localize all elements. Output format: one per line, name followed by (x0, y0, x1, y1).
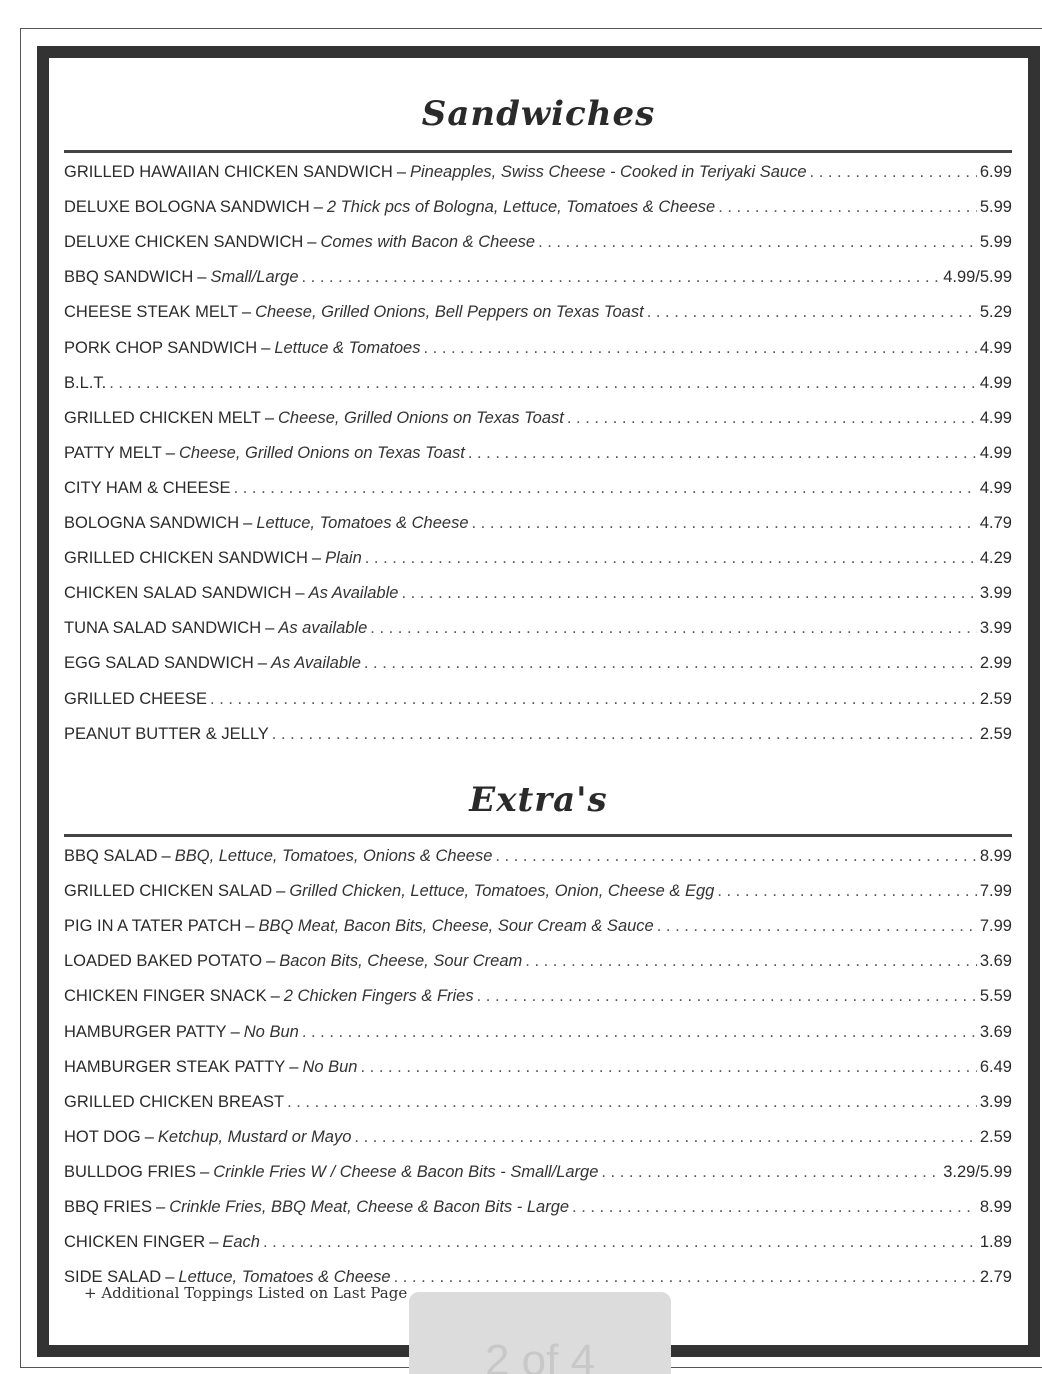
menu-item (64, 191, 1012, 217)
menu-item-description: BBQ, Lettuce, Tomatoes, Onions & Cheese (174, 847, 493, 865)
menu-item-price: 3.99 (979, 1092, 1012, 1111)
menu-item-dash: – (144, 1127, 154, 1146)
menu-item-dash: – (264, 408, 275, 427)
menu-item-price: 4.99 (979, 443, 1012, 462)
dot-leader (601, 1162, 940, 1182)
menu-item-dash: – (156, 1198, 166, 1216)
menu-item-dash: – (165, 443, 175, 462)
dot-leader (210, 689, 977, 709)
dot-leader (234, 478, 977, 498)
dot-leader (810, 162, 977, 182)
menu-item (64, 296, 1012, 322)
dot-leader (647, 302, 977, 322)
dot-leader (287, 1092, 977, 1112)
menu-item-price: 7.99 (979, 917, 1012, 936)
menu-item (64, 1016, 1012, 1042)
dot-leader (263, 1232, 977, 1252)
menu-item (64, 156, 1012, 182)
menu-item (64, 612, 1012, 638)
dot-leader (717, 881, 977, 901)
menu-item-name: BBQ SANDWICH (64, 268, 194, 287)
menu-item-price: 4.99 (979, 478, 1012, 497)
menu-item-description: Cheese, Grilled Onions on Texas Toast (178, 443, 465, 462)
menu-item-description: As Available (270, 654, 361, 673)
menu-item-name: PORK CHOP SANDWICH (64, 338, 258, 357)
menu-item-name: BBQ FRIES (64, 1198, 153, 1216)
menu-item-name: BOLOGNA SANDWICH (64, 514, 240, 532)
menu-item (64, 718, 1012, 744)
menu-item (64, 1191, 1012, 1217)
menu-item-description: No Bun (302, 1057, 358, 1076)
menu-item-price: 4.99 (979, 408, 1012, 427)
menu-item-price: 2.59 (979, 724, 1012, 743)
menu-item-price: 5.59 (979, 987, 1012, 1006)
menu-item-name: PEANUT BUTTER & JELLY (64, 724, 269, 743)
menu-item-price: 4.99 (979, 338, 1012, 357)
menu-item-description: Comes with Bacon & Cheese (320, 233, 536, 252)
menu-item-price: 2.79 (979, 1268, 1012, 1287)
menu-item-price: 4.99/5.99 (943, 268, 1012, 287)
menu-item-dash: – (311, 549, 322, 568)
menu-item-dash: – (265, 619, 275, 638)
menu-item-name: CHICKEN FINGER SNACK (64, 987, 267, 1006)
dot-leader (525, 951, 977, 971)
menu-item-name: GRILLED HAWAIIAN CHICKEN SANDWICH (64, 163, 393, 181)
menu-item-description: BBQ Meat, Bacon Bits, Cheese, Sour Cream & Sauce (258, 917, 654, 936)
menu-item-description: Small/Large (210, 268, 299, 287)
menu-item-name: GRILLED CHICKEN SANDWICH (64, 549, 308, 568)
menu-item-description: 2 Thick pcs of Bologna, Lettuce, Tomatoes & Cheese (326, 198, 716, 217)
menu-item (64, 577, 1012, 603)
menu-item (64, 875, 1012, 901)
menu-item (64, 261, 1012, 287)
menu-item-description: Lettuce, Tomatoes & Cheese (256, 514, 469, 532)
menu-item-price: 3.69 (979, 952, 1012, 971)
menu-item-name: EGG SALAD SANDWICH (64, 654, 254, 673)
menu-item-dash: – (295, 584, 305, 603)
footnote: + Additional Toppings Listed on Last Page (84, 1284, 408, 1302)
menu-item-price: 6.99 (979, 163, 1012, 181)
menu-item-name: HOT DOG (64, 1127, 141, 1146)
menu-item-dash: – (230, 1022, 240, 1041)
menu-item-price: 3.99 (979, 584, 1012, 603)
dot-leader (401, 583, 976, 603)
menu-item (64, 1086, 1012, 1112)
menu-item-dash: – (245, 917, 255, 936)
menu-item-dash: – (209, 1233, 219, 1252)
menu-item-name: CHEESE STEAK MELT (64, 303, 238, 322)
dot-leader (718, 197, 977, 217)
menu-item-name: BULLDOG FRIES (64, 1162, 197, 1181)
menu-item-price: 3.69 (979, 1022, 1012, 1041)
menu-item-description: Lettuce, Tomatoes & Cheese (178, 1268, 391, 1287)
section-title-sandwiches: Sandwiches (421, 94, 656, 134)
menu-item-dash: – (266, 952, 276, 971)
dot-leader (394, 1267, 977, 1287)
menu-item-dash: – (200, 1162, 210, 1181)
menu-item (64, 402, 1012, 428)
menu-item-description: Crinkle Fries W / Cheese & Bacon Bits - Small/Large (213, 1162, 599, 1181)
menu-item-dash: – (241, 303, 252, 322)
menu-item-name: LOADED BAKED POTATO (64, 952, 263, 971)
menu-item-description: 2 Chicken Fingers & Fries (283, 987, 474, 1006)
menu-item-price: 1.89 (979, 1233, 1012, 1252)
dot-leader (272, 724, 977, 744)
menu-item (64, 437, 1012, 463)
dot-leader (354, 1127, 976, 1147)
menu-item-price: 6.49 (979, 1057, 1012, 1076)
menu-item-dash: – (261, 338, 271, 357)
menu-item (64, 367, 1012, 393)
dot-leader (370, 618, 977, 638)
menu-item-dash: – (197, 268, 207, 287)
dot-leader (477, 986, 977, 1006)
menu-item-price: 4.99 (979, 373, 1012, 392)
menu-item-price: 8.99 (979, 1198, 1012, 1216)
dot-leader (657, 916, 977, 936)
dot-leader (302, 1022, 977, 1042)
menu-item (64, 1051, 1012, 1077)
dot-leader (361, 1057, 977, 1077)
menu-item (64, 1226, 1012, 1252)
menu-item (64, 226, 1012, 252)
menu-item-name: BBQ SALAD (64, 847, 158, 865)
dot-leader (423, 338, 976, 358)
menu-item-price: 7.99 (979, 882, 1012, 901)
menu-item-description: Lettuce & Tomatoes (274, 338, 421, 357)
menu-item-price: 2.99 (979, 654, 1012, 673)
menu-item-dash: – (276, 882, 286, 901)
menu-item-dash: – (396, 163, 407, 181)
dot-leader (472, 513, 977, 533)
menu-item (64, 542, 1012, 568)
menu-item-description: Cheese, Grilled Onions, Bell Peppers on Texas Toast (255, 303, 644, 322)
menu-item-name: GRILLED CHICKEN MELT (64, 408, 261, 427)
menu-item-dash: – (307, 233, 317, 252)
menu-frame (37, 46, 1040, 1357)
menu-item-dash: – (161, 847, 171, 865)
menu-item-name: SIDE SALAD (64, 1268, 162, 1287)
menu-item-description: Bacon Bits, Cheese, Sour Cream (279, 952, 523, 971)
menu-item-name: PATTY MELT (64, 443, 162, 462)
menu-item-price: 2.59 (979, 689, 1012, 708)
menu-item (64, 1156, 1012, 1182)
dot-leader (468, 443, 977, 463)
menu-item-name: CHICKEN FINGER (64, 1233, 206, 1252)
menu-item-description: Ketchup, Mustard or Mayo (157, 1127, 352, 1146)
menu-item (64, 910, 1012, 936)
dot-leader (364, 653, 977, 673)
menu-item-price: 8.99 (979, 847, 1012, 865)
section-rule-extras (64, 834, 1012, 837)
menu-item-name: CITY HAM & CHEESE (64, 478, 231, 497)
menu-item-name: DELUXE BOLOGNA SANDWICH (64, 198, 310, 217)
menu-item (64, 840, 1012, 866)
menu-item-description: As available (278, 619, 368, 638)
dot-leader (365, 548, 977, 568)
menu-item-price: 4.29 (979, 549, 1012, 568)
menu-item-price: 5.29 (979, 303, 1012, 322)
menu-item (64, 683, 1012, 709)
menu-item-description: Cheese, Grilled Onions on Texas Toast (278, 408, 564, 427)
menu-item-dash: – (243, 514, 253, 532)
menu-item-name: GRILLED CHEESE (64, 689, 208, 708)
menu-item-price: 5.99 (979, 198, 1012, 217)
menu-item-name: B.L.T. (64, 373, 107, 392)
section-rule-sandwiches (64, 150, 1012, 153)
dot-leader (567, 408, 977, 428)
menu-item-price: 3.99 (979, 619, 1012, 638)
menu-item (64, 332, 1012, 358)
menu-item-name: CHICKEN SALAD SANDWICH (64, 584, 292, 603)
menu-item-description: No Bun (243, 1022, 299, 1041)
dot-leader (302, 267, 941, 287)
menu-item-dash: – (313, 198, 323, 217)
menu-item-name: GRILLED CHICKEN SALAD (64, 882, 273, 901)
menu-item-dash: – (165, 1268, 175, 1287)
menu-item (64, 507, 1012, 533)
menu-item-name: TUNA SALAD SANDWICH (64, 619, 262, 638)
dot-leader (109, 373, 977, 393)
page-indicator-text: 2 of 4 (484, 1336, 596, 1374)
menu-item-name: PIG IN A TATER PATCH (64, 917, 242, 936)
menu-item-name: HAMBURGER PATTY (64, 1022, 227, 1041)
menu-item-description: Grilled Chicken, Lettuce, Tomatoes, Onion, Cheese & Egg (289, 882, 715, 901)
menu-item (64, 945, 1012, 971)
section-title-extras: Extra's (469, 780, 608, 820)
menu-item-dash: – (270, 987, 280, 1006)
menu-item-description: Crinkle Fries, BBQ Meat, Cheese & Bacon Bits - Large (169, 1198, 570, 1216)
dot-leader (572, 1197, 977, 1217)
menu-item-price: 3.29/5.99 (943, 1162, 1012, 1181)
menu-item-name: DELUXE CHICKEN SANDWICH (64, 233, 304, 252)
dot-leader (538, 232, 977, 252)
menu-item-description: As Available (308, 584, 399, 603)
menu-item-dash: – (257, 654, 267, 673)
menu-item-description: Each (222, 1233, 260, 1252)
dot-leader (495, 846, 976, 866)
menu-item-price: 4.79 (979, 514, 1012, 532)
menu-item-description: Plain (325, 549, 362, 568)
menu-item-name: GRILLED CHICKEN BREAST (64, 1092, 285, 1111)
menu-item-dash: – (289, 1057, 299, 1076)
menu-item (64, 472, 1012, 498)
menu-item-price: 5.99 (979, 233, 1012, 252)
menu-item-price: 2.59 (979, 1127, 1012, 1146)
menu-item-description: Pineapples, Swiss Cheese - Cooked in Teriyaki Sauce (410, 163, 807, 181)
menu-item (64, 1121, 1012, 1147)
menu-item (64, 647, 1012, 673)
menu-item (64, 980, 1012, 1006)
page-indicator-badge (409, 1292, 671, 1374)
menu-item-name: HAMBURGER STEAK PATTY (64, 1057, 286, 1076)
